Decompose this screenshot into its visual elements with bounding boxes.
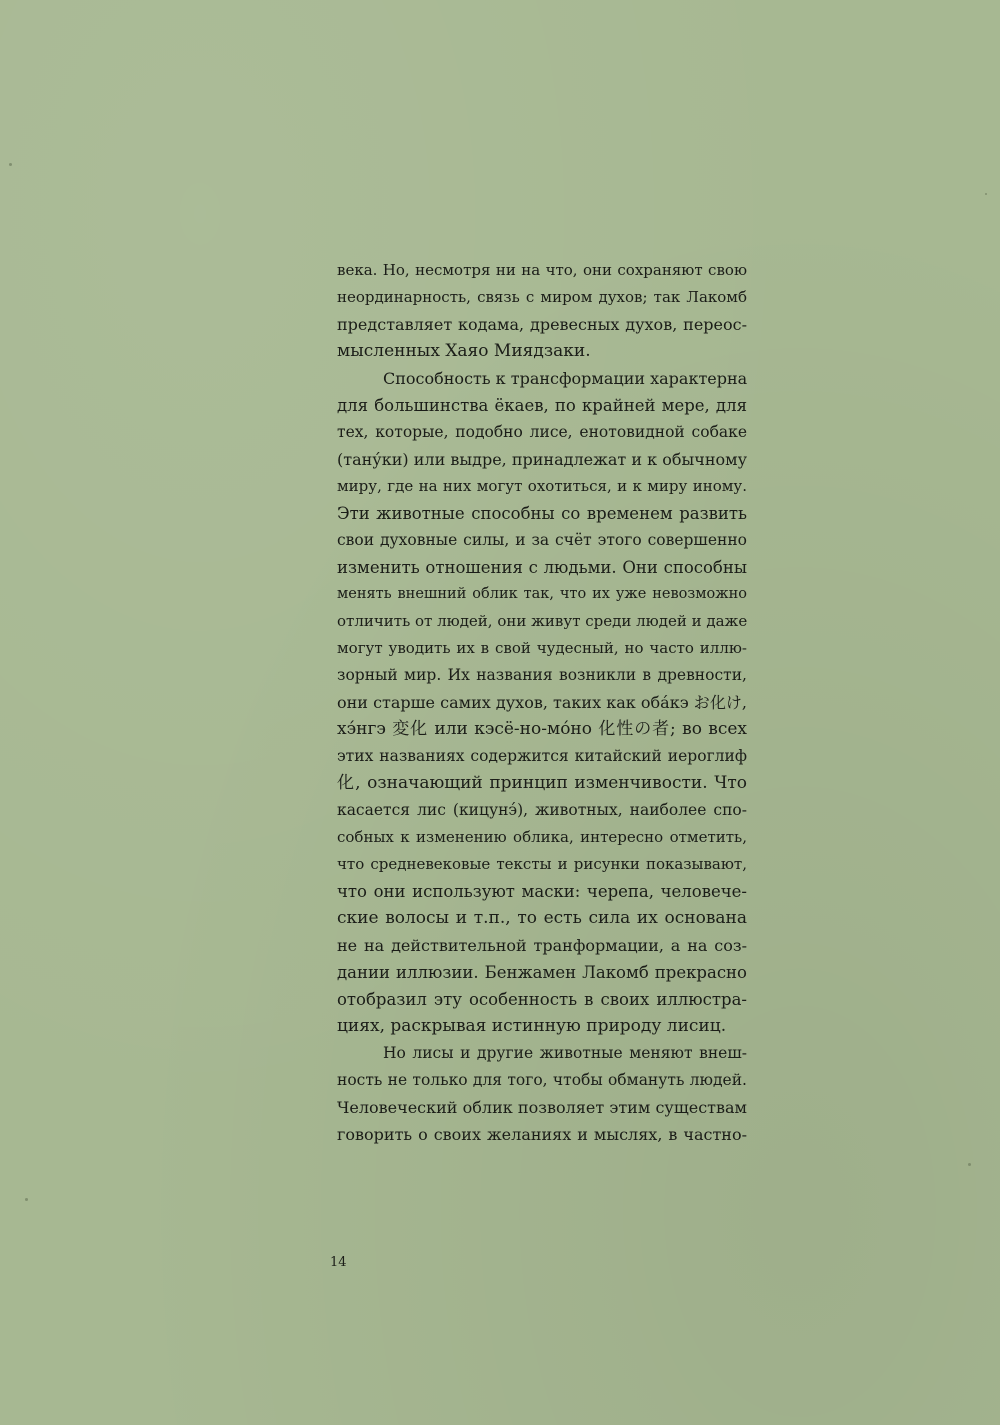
page-number: 14 xyxy=(330,1255,347,1270)
text-line: для большинства ёкаев, по крайней мере, для xyxy=(337,396,747,415)
text-line: свои духовные силы, и за счёт этого совершенно xyxy=(337,531,747,549)
text-line: дании иллюзии. Бенжамен Лакомб прекрасно xyxy=(337,963,747,982)
text-line: касается лис (кицунэ́), животных, наиболее спо- xyxy=(337,801,747,819)
text-line: века. Но, несмотря ни на что, они сохраняют свою xyxy=(337,261,747,279)
text-line: Способность к трансформации характерна xyxy=(383,369,748,388)
paper-speck xyxy=(968,1163,971,1166)
text-line: неординарность, связь с миром духов; так Лакомб xyxy=(337,288,747,306)
text-line: ность не только для того, чтобы обмануть людей. xyxy=(337,1071,747,1089)
text-line: тех, которые, подобно лисе, енотовидной собаке xyxy=(337,423,747,441)
text-line: менять внешний облик так, что их уже невозможно xyxy=(337,586,747,602)
text-line: представляет кодама, древесных духов, переос- xyxy=(337,315,747,334)
paper-speck xyxy=(9,163,12,166)
text-line: собных к изменению облика, интересно отметить, xyxy=(337,828,747,846)
text-line: говорить о своих желаниях и мыслях, в частно- xyxy=(337,1125,747,1144)
text-line: хэ́нгэ 変化 или кэсё-но-мо́но 化性の者; во всех xyxy=(337,719,747,739)
paper-speck xyxy=(985,193,987,195)
text-line: Но лисы и другие животные меняют внеш- xyxy=(383,1044,747,1062)
text-line: миру, где на них могут охотиться, и к миру иному. xyxy=(337,477,747,495)
text-line: зорный мир. Их названия возникли в древности, xyxy=(337,666,747,684)
text-line: Эти животные способны со временем развить xyxy=(337,504,747,523)
text-line: отличить от людей, они живут среди людей и даже xyxy=(337,612,748,630)
paper-speck xyxy=(25,1198,28,1201)
text-line: отобразил эту особенность в своих иллюстра- xyxy=(337,990,747,1009)
text-line: могут уводить их в свой чудесный, но часто иллю- xyxy=(337,639,747,657)
text-line: что они используют маски: черепа, человече- xyxy=(337,882,747,901)
text-line: не на действительной транформации, а на соз- xyxy=(337,936,747,955)
text-line: изменить отношения с людьми. Они способны xyxy=(337,558,747,577)
text-line: ские волосы и т.п., то есть сила их основана xyxy=(337,908,747,928)
body-text xyxy=(337,257,747,1148)
text-line: что средневековые тексты и рисунки показывают, xyxy=(337,855,747,873)
text-line: циях, раскрывая истинную природу лисиц. xyxy=(337,1016,727,1036)
text-line: (тану́ки) или выдре, принадлежат и к обычному xyxy=(337,450,747,469)
text-line: мысленных Хаяо Миядзаки. xyxy=(337,341,591,361)
text-line: 化, означающий принцип изменчивости. Что xyxy=(337,773,747,793)
text-line: Человеческий облик позволяет этим существам xyxy=(337,1098,747,1117)
text-line: они старше самих духов, таких как оба́кэ お化け, xyxy=(337,693,747,712)
text-line: этих названиях содержится китайский иероглиф xyxy=(337,747,747,765)
